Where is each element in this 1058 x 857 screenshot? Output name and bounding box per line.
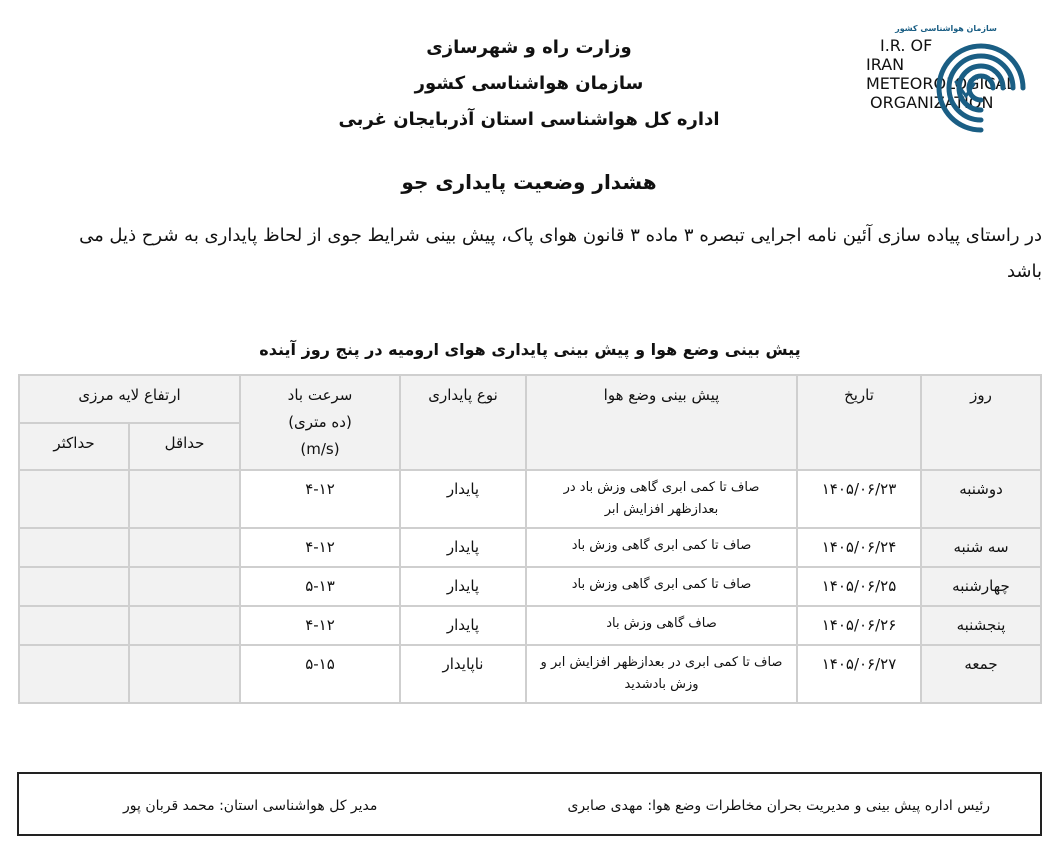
table-row: [19, 528, 1041, 567]
cell-weather: صاف گاهی وزش باد: [526, 606, 797, 645]
cell-max: [19, 470, 129, 528]
letterhead: [300, 30, 758, 138]
cell-min: [129, 470, 240, 528]
table-caption: پیش بینی وضع هوا و پیش بینی پایداری هوای ارومیه در پنج روز آینده: [259, 340, 801, 359]
cell-date: ۱۴۰۵/۰۶/۲۵: [797, 567, 921, 606]
cell-min: [129, 645, 240, 703]
logo-en-text: I.R. OF IRAN METEOROLOGICAL ORGANIZATION: [866, 36, 1016, 112]
table-row: [19, 567, 1041, 606]
table-row: [19, 470, 1041, 528]
cell-wind: ۵-۱۳: [240, 567, 400, 606]
cell-day: چهارشنبه: [921, 567, 1041, 606]
logo-fa-text: سازمان هواشناسی کشور: [895, 24, 997, 33]
cell-weather: صاف تا کمی ابری در بعدازظهر افزایش ابر و وزش بادشدید: [526, 645, 797, 703]
cell-stability: پایدار: [400, 470, 526, 528]
signature-box: [17, 772, 1042, 836]
header-wind: سرعت باد (ده متری) (m/s): [240, 375, 400, 470]
cell-weather: صاف تا کمی ابری گاهی وزش باد: [526, 567, 797, 606]
cell-weather: صاف تا کمی ابری گاهی وزش باد: [526, 528, 797, 567]
cell-stability: پایدار: [400, 606, 526, 645]
logo-spiral-icon: [936, 38, 1026, 138]
cell-day: پنجشنبه: [921, 606, 1041, 645]
cell-weather: صاف تا کمی ابری گاهی وزش باد در بعدازظهر افزایش ابر: [526, 470, 797, 528]
cell-date: ۱۴۰۵/۰۶/۲۷: [797, 645, 921, 703]
logo-text: [866, 24, 1026, 35]
cell-min: [129, 606, 240, 645]
cell-stability: ناپایدار: [400, 645, 526, 703]
header-day: روز: [921, 375, 1041, 470]
cell-stability: پایدار: [400, 528, 526, 567]
ministry-name: وزارت راه و شهرسازی: [426, 37, 632, 58]
header-boundary-layer: ارتفاع لایه مرزی: [19, 375, 240, 423]
table-row: [19, 645, 1041, 703]
irimo-logo: [866, 24, 1026, 142]
cell-min: [129, 567, 240, 606]
cell-day: سه شنبه: [921, 528, 1041, 567]
cell-day: دوشنبه: [921, 470, 1041, 528]
director-signature: مدیر کل هواشناسی استان: محمد قربان پور: [123, 798, 378, 814]
header-weather: پیش بینی وضع هوا: [526, 375, 797, 470]
intro-paragraph: در راستای پیاده سازی آئین نامه اجرایی تبصره ۳ ماده ۳ قانون هوای پاک، پیش بینی شرایط جوی از لحاظ پایداری به شرح ذیل می باشد: [79, 225, 1042, 282]
cell-wind: ۵-۱۵: [240, 645, 400, 703]
cell-date: ۱۴۰۵/۰۶/۲۳: [797, 470, 921, 528]
header-date: تاریخ: [797, 375, 921, 470]
table-header-row: [19, 375, 1041, 423]
cell-max: [19, 645, 129, 703]
forecast-head-signature: رئیس اداره پیش بینی و مدیریت بحران مخاطرات وضع هوا: مهدی صابری: [567, 798, 990, 814]
cell-day: جمعه: [921, 645, 1041, 703]
forecast-table: [18, 374, 1042, 704]
document-title: هشدار وضعیت پایداری جو: [401, 170, 657, 194]
cell-stability: پایدار: [400, 567, 526, 606]
header-min: حداقل: [129, 423, 240, 471]
cell-wind: ۴-۱۲: [240, 606, 400, 645]
cell-date: ۱۴۰۵/۰۶/۲۶: [797, 606, 921, 645]
cell-date: ۱۴۰۵/۰۶/۲۴: [797, 528, 921, 567]
cell-min: [129, 528, 240, 567]
header-stability: نوع پایداری: [400, 375, 526, 470]
cell-max: [19, 567, 129, 606]
cell-max: [19, 528, 129, 567]
organization-name: سازمان هواشناسی کشور: [414, 73, 644, 94]
cell-max: [19, 606, 129, 645]
table-row: [19, 606, 1041, 645]
header-max: حداکثر: [19, 423, 129, 471]
cell-wind: ۴-۱۲: [240, 528, 400, 567]
cell-wind: ۴-۱۲: [240, 470, 400, 528]
department-name: اداره کل هواشناسی استان آذربایجان غربی: [338, 109, 720, 130]
